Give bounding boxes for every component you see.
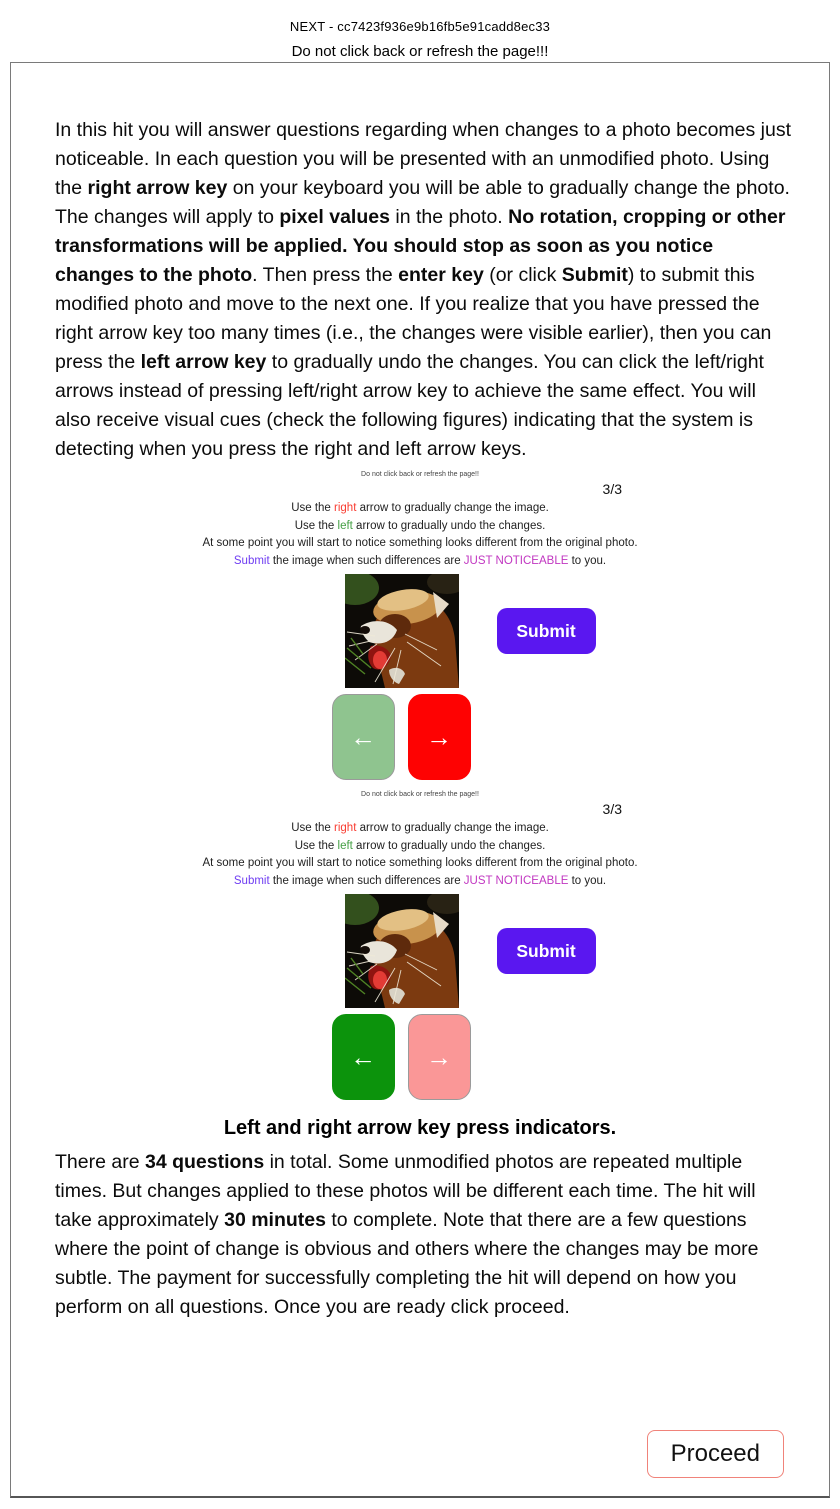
bold-30-minutes: 30 minutes — [224, 1209, 326, 1231]
instruction-text: the image when such differences are — [269, 554, 464, 567]
submit-word: Submit — [233, 874, 270, 887]
bold-no-rotation: No rotation, cropping or other transformations will be applied. You should stop as soon as you notice changes to the photo — [55, 206, 786, 286]
figure-instruction-line1 — [190, 820, 650, 838]
left-arrow-icon: ← — [332, 1014, 395, 1100]
instruction-text: Use the — [294, 839, 338, 852]
proceed-button[interactable]: Proceed — [647, 1430, 784, 1478]
red-panda-photo — [345, 894, 459, 1008]
instruction-text: to you. — [568, 554, 607, 567]
intro-text: . Then press the — [252, 264, 399, 286]
instruction-text: arrow to gradually undo the changes. — [352, 839, 546, 852]
intro-text: to gradually undo the changes. You can click the left/right arrows instead of pressing left/right arrow key to achieve the same effect. You will also receive visual cues (check the following figures) indicating that the system is detecting when you press the right and left arrow keys. — [55, 351, 764, 460]
bold-submit: Submit — [561, 264, 628, 286]
figure-instruction-line1 — [190, 500, 650, 518]
figure-warning-text: Do not click back or refresh the page!! — [361, 791, 479, 798]
bold-right-arrow-key: right arrow key — [87, 177, 228, 199]
figures-caption: Left and right arrow key press indicators. — [223, 1117, 617, 1139]
figure-left-key-indicator — [190, 790, 650, 1100]
intro-text: ) to submit this modified photo and move to the next one. If you realize that you have pressed the right arrow key too many times (i.e., the changes were visible earlier), then you can press the — [55, 264, 772, 373]
page-warning: Do not click back or refresh the page!!! — [291, 43, 549, 60]
instruction-text: arrow to gradually change the image. — [356, 502, 549, 514]
figure-instruction-line4 — [190, 873, 650, 891]
figure-right-key-indicator — [190, 470, 650, 780]
left-word: left — [337, 839, 353, 852]
instruction-text: the image when such differences are — [269, 874, 464, 887]
right-word: right — [334, 502, 357, 514]
left-word: left — [337, 519, 353, 532]
intro-text: on your keyboard you will be able to gradually change the photo. The changes will apply to — [55, 177, 790, 228]
figure-submit-button: Submit — [497, 928, 596, 974]
instruction-text: Use the — [294, 519, 338, 532]
right-arrow-icon: → — [408, 694, 471, 780]
just-noticeable-word: JUST NOTICEABLE — [463, 554, 569, 567]
figure-submit-button: Submit — [497, 608, 596, 654]
instruction-text: arrow to gradually change the image. — [356, 822, 549, 834]
arrow-buttons-row — [171, 1014, 631, 1100]
figure-instruction-line4 — [190, 553, 650, 571]
figure-instruction-line3: At some point you will start to notice something looks different from the original photo. — [202, 857, 638, 869]
left-arrow-icon: ← — [332, 694, 395, 780]
closing-text: in total. Some unmodified photos are repeated multiple times. But changes applied to these photos will be different each time. The hit will take approximately — [55, 1151, 756, 1231]
just-noticeable-word: JUST NOTICEABLE — [463, 874, 569, 887]
instruction-text: arrow to gradually undo the changes. — [352, 519, 546, 532]
bold-pixel-values: pixel values — [279, 206, 390, 228]
red-panda-photo — [345, 574, 459, 688]
arrow-buttons-row — [171, 694, 631, 780]
intro-text: in the photo. — [389, 206, 509, 228]
figure-question-counter: 3/3 — [602, 481, 622, 497]
intro-text: In this hit you will answer questions regarding when changes to a photo becomes just noticeable. In each question you will be presented with an unmodified photo. Using the — [55, 119, 792, 199]
photo-and-submit-row — [240, 574, 700, 688]
bold-left-arrow-key: left arrow key — [140, 351, 267, 373]
figure-question-counter: 3/3 — [602, 801, 622, 817]
bold-34-questions: 34 questions — [144, 1151, 265, 1173]
figure-warning-text: Do not click back or refresh the page!! — [361, 471, 479, 478]
figure-instruction-line2 — [190, 838, 650, 856]
photo-and-submit-row — [240, 894, 700, 1008]
instruction-text: Use the — [291, 822, 335, 834]
bold-enter-key: enter key — [398, 264, 484, 286]
figure-instruction-line2 — [190, 518, 650, 536]
closing-paragraph — [55, 1148, 791, 1322]
instructions-panel — [10, 62, 830, 1498]
instruction-text: to you. — [568, 874, 607, 887]
intro-text: (or click — [483, 264, 562, 286]
closing-text: to complete. Note that there are a few questions where the point of change is obvious and others where the changes may be more subtle. The payment for successfully completing the hit will depend on how you perform on all questions. Once you are ready click proceed. — [55, 1209, 759, 1318]
hit-id-line: NEXT - cc7423f936e9b16fb5e91cadd8ec33 — [289, 19, 551, 34]
submit-word: Submit — [233, 554, 270, 567]
right-word: right — [334, 822, 357, 834]
intro-paragraph — [55, 116, 791, 464]
closing-text: There are — [55, 1151, 145, 1173]
instruction-text: Use the — [291, 502, 335, 514]
right-arrow-icon: → — [408, 1014, 471, 1100]
figure-instruction-line3: At some point you will start to notice something looks different from the original photo. — [202, 537, 638, 549]
